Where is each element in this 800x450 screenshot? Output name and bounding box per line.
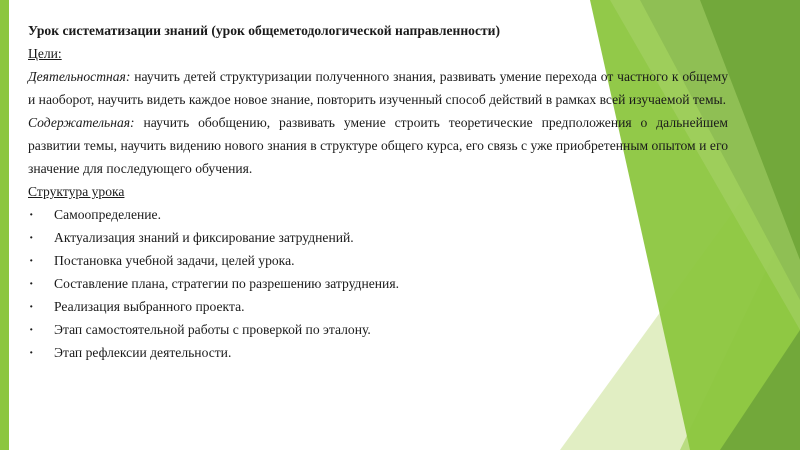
slide-title: Урок систематизации знаний (урок общеметодологической направленности) [28, 23, 501, 38]
activity-goal-label: Деятельностная: [28, 69, 131, 84]
list-item: · Этап самостоятельной работы с проверкой по эталону. [28, 318, 728, 341]
list-item: · Этап рефлексии деятельности. [28, 341, 728, 364]
structure-heading: Структура урока [28, 184, 125, 199]
content-goal-text: научить обобщению, развивать умение строить теоретические предположения о дальнейшем развитии темы, научить видению нового знания в структуре общего курса, его связь с уже приобретенным опытом и его значение для последующего обучения. [28, 115, 728, 176]
list-item: · Составление плана, стратегии по разрешению затруднения. [28, 272, 728, 295]
activity-goal [28, 65, 728, 111]
slide-text-block [28, 19, 728, 364]
content-goal [28, 111, 728, 180]
content-goal-label: Содержательная: [28, 115, 135, 130]
lesson-steps-list [28, 203, 728, 364]
left-accent-bar [0, 0, 9, 450]
activity-goal-text: научить детей структуризации полученного знания, развивать умение перехода от частного к общему и наоборот, научить видеть каждое новое знание, повторить изученный способ действий в рамках всей изучаемой темы. [28, 69, 728, 107]
list-item: · Реализация выбранного проекта. [28, 295, 728, 318]
goals-heading: Цели: [28, 46, 62, 61]
list-item: · Актуализация знаний и фиксирование затруднений. [28, 226, 728, 249]
list-item: · Постановка учебной задачи, целей урока. [28, 249, 728, 272]
list-item: · Самоопределение. [28, 203, 728, 226]
